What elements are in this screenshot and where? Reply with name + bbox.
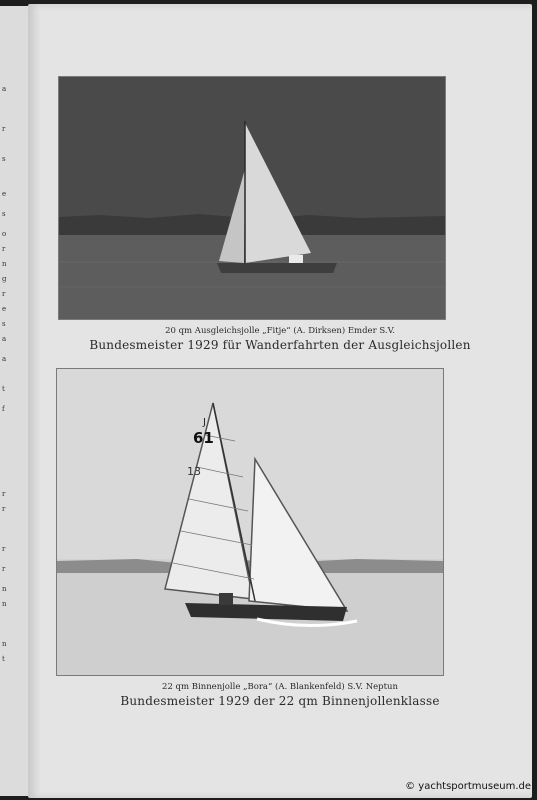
left-page-fragment: a [2, 85, 7, 93]
photo-fitje [58, 76, 446, 320]
left-page-fragment: e [2, 305, 7, 313]
left-page-fragment: o [2, 230, 7, 238]
photo-fitje-illustration [59, 77, 445, 319]
left-page-fragment: r [2, 505, 6, 513]
left-page-fragment: r [2, 565, 6, 573]
left-page-fragment: a [2, 355, 7, 363]
left-page-fragment: r [2, 290, 6, 298]
photo-bora-caption-line1: 22 qm Binnenjolle „Bora“ (A. Blankenfeld) S.V. Neptun [162, 682, 398, 692]
watermark: © yachtsportmuseum.de [405, 781, 531, 792]
left-page-fragment: e [2, 190, 7, 198]
left-page-fragment: r [2, 125, 6, 133]
left-page-fragment: n [2, 600, 7, 608]
left-page-fragment: a [2, 335, 7, 343]
left-page-fragment: g [2, 275, 7, 283]
left-page-fragment: r [2, 245, 6, 253]
photo-bora-caption-line2: Bundesmeister 1929 der 22 qm Binnenjollenklasse [120, 694, 440, 708]
left-page-fragment: n [2, 640, 7, 648]
photo-fitje-caption-line2: Bundesmeister 1929 für Wanderfahrten der Ausgleichsjollen [89, 338, 471, 352]
left-page-fragment: s [2, 320, 6, 328]
left-page-fragment: f [2, 405, 5, 413]
sail-class-mark: J [203, 417, 206, 428]
sail-number: 61 [193, 429, 214, 447]
left-page-fragment: s [2, 210, 6, 218]
left-page-fragment: r [2, 490, 6, 498]
left-page-fragment: t [2, 385, 5, 393]
left-page-fragment: s [2, 155, 6, 163]
left-page-fragment: t [2, 655, 5, 663]
left-page-fragment: n [2, 585, 7, 593]
photo-bora [56, 368, 444, 676]
sail-sub-number: 13 [187, 465, 201, 478]
left-page-fragment: r [2, 545, 6, 553]
photo-bora-illustration [57, 369, 443, 675]
book-page [28, 4, 532, 798]
left-page-fragment: n [2, 260, 7, 268]
photo-fitje-caption-line1: 20 qm Ausgleichsjolle „Fitje“ (A. Dirksen) Emder S.V. [165, 326, 395, 336]
